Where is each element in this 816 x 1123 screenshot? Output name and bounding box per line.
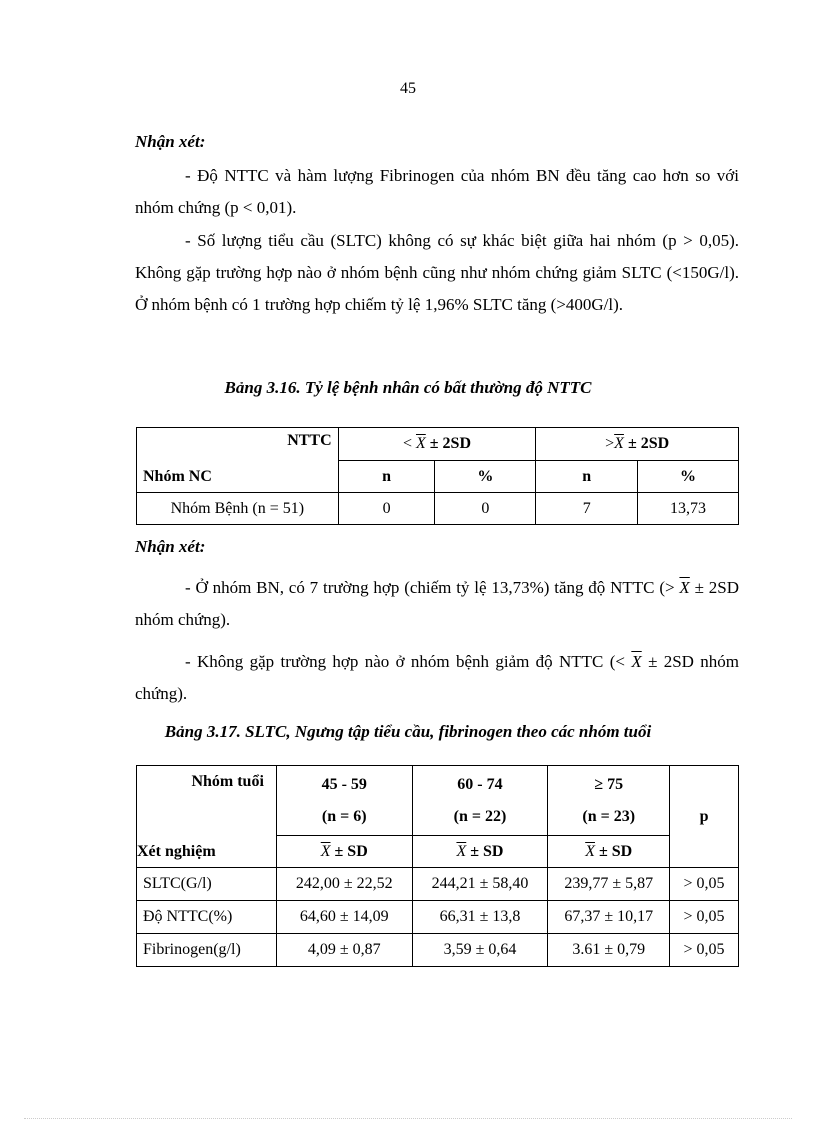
value-cell: 0 (435, 493, 536, 525)
table-3-17-caption: Bảng 3.17. SLTC, Ngưng tập tiểu cầu, fibrinogen theo các nhóm tuổi (164, 722, 652, 741)
p-value-cell: > 0,05 (670, 868, 739, 901)
page-bottom-border (24, 1118, 792, 1119)
value-cell: 13,73 (638, 493, 739, 525)
table-row (137, 493, 739, 525)
x-bar-symbol: $\overline{X}$ (415, 435, 426, 452)
value-cell: 7 (536, 493, 638, 525)
p-value-cell: > 0,05 (670, 934, 739, 967)
corner-bottom-label: Nhóm NC (143, 468, 212, 485)
corner-top-label: NTTC (287, 432, 332, 449)
remark-heading-2: Nhận xét: (135, 537, 206, 556)
value-cell: 4,09 ± 0,87 (276, 934, 412, 967)
mean-sd-header: $\overline{X}$ ± SD (548, 836, 670, 868)
remark-paragraph-3: - Ở nhóm BN, có 7 trường hợp (chiếm tỷ lệ 13,73%) tăng độ NTTC (> $\overline{X} \pm 2SD$ nhóm chứng). (135, 578, 740, 629)
x-bar-symbol: $\overline{X}$ (456, 842, 467, 860)
x-bar-symbol: $\overline{X}$ (614, 435, 624, 452)
table-row (137, 901, 739, 934)
row-label: Fibrinogen(g/l) (137, 934, 277, 967)
mean-sd-header: $\overline{X}$ ± SD (276, 836, 412, 868)
row-label: Độ NTTC(%) (137, 901, 277, 934)
value-cell: 67,37 ± 10,17 (548, 901, 670, 934)
row-label: SLTC(G/l) (137, 868, 277, 901)
remark-paragraph-1: - Độ NTTC và hàm lượng Fibrinogen của nhóm BN đều tăng cao hơn so với nhóm chứng (p < 0,01). (135, 166, 739, 217)
remark-paragraph-4: - Không gặp trường hợp nào ở nhóm bệnh giảm độ NTTC (< $\overline{X} \pm 2SD$ nhóm chứng). (135, 652, 740, 703)
x-bar-symbol: $\overline{X}$ (320, 842, 331, 860)
row-label: Nhóm Bệnh (n = 51) (137, 493, 339, 525)
age-group-header: 60 - 74 (n = 22) (412, 766, 548, 836)
group-header-lower: < $\overline{X} \pm 2SD$ (338, 428, 536, 461)
x-bar-symbol: $\overline{X}$ (631, 652, 642, 671)
age-group-header: ≥ 75 (n = 23) (548, 766, 670, 836)
table-3-16 (136, 427, 739, 525)
table-row (137, 868, 739, 901)
corner-header-cell (137, 766, 277, 868)
table-3-16-caption: Bảng 3.16. Tỷ lệ bệnh nhân có bất thường độ NTTC (224, 378, 592, 397)
value-cell: 242,00 ± 22,52 (276, 868, 412, 901)
value-cell: 3,59 ± 0,64 (412, 934, 548, 967)
corner-bottom-label: Xét nghiệm (137, 843, 216, 860)
corner-header-cell (137, 428, 339, 493)
value-cell: 244,21 ± 58,40 (412, 868, 548, 901)
table-row (137, 934, 739, 967)
mean-sd-header: $\overline{X}$ ± SD (412, 836, 548, 868)
group-header-upper: $>\overline{X} \pm 2SD$ (536, 428, 739, 461)
value-cell: 239,77 ± 5,87 (548, 868, 670, 901)
p-header: p (670, 766, 739, 868)
x-bar-symbol: $\overline{X}$ (585, 842, 595, 860)
value-cell: 3.61 ± 0,79 (548, 934, 670, 967)
remark-heading-1: Nhận xét: (135, 132, 206, 151)
age-group-header: 45 - 59 (n = 6) (276, 766, 412, 836)
p-value-cell: > 0,05 (670, 901, 739, 934)
col-n-2: n (536, 461, 638, 493)
col-pct-1: % (435, 461, 536, 493)
value-cell: 64,60 ± 14,09 (276, 901, 412, 934)
page-number: 45 (400, 80, 416, 97)
value-cell: 0 (338, 493, 435, 525)
col-pct-2: % (638, 461, 739, 493)
col-n-1: n (338, 461, 435, 493)
remark-paragraph-2: - Số lượng tiểu cầu (SLTC) không có sự khác biệt giữa hai nhóm (p > 0,05). Không gặp trường hợp nào ở nhóm bệnh cũng như nhóm chứng giảm SLTC (<150G/l). Ở nhóm bệnh có 1 trường hợp chiếm tỷ lệ 1,96% SLTC tăng (>400G/l). (135, 231, 739, 314)
table-3-17 (136, 765, 739, 967)
corner-top-label: Nhóm tuổi (191, 773, 264, 790)
x-bar-symbol: $\overline{X}$ (679, 578, 690, 597)
value-cell: 66,31 ± 13,8 (412, 901, 548, 934)
